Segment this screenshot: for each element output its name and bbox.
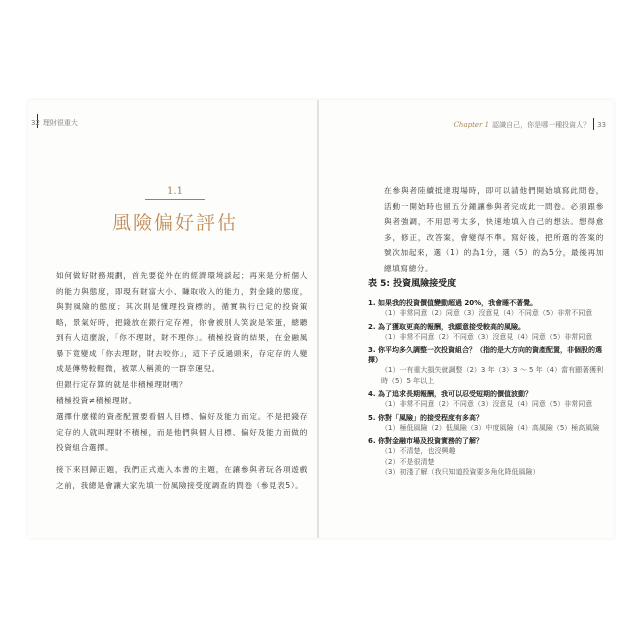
left-page-number: 32 bbox=[31, 119, 40, 127]
question-item: 3. 你平均多久調整一次投資組合？（指的是大方向的資產配置，非個股的選擇） （1）一有重大損失就調整（2）3 年（3）3 ～ 5 年（4）當有顯著獲利時（5）5 年以上 bbox=[368, 346, 604, 385]
left-paragraph-3: 積極投資≠積極理財。 bbox=[56, 396, 137, 405]
question-list bbox=[368, 298, 608, 481]
question-item: 6. 你對金融市場及投資實務的了解？ （1）不清楚，也沒興趣 （2）不是很清楚 （3）初淺了解（我只知道投資要多角化降低風險） bbox=[368, 437, 540, 476]
left-paragraph-5: 接下來回歸正題，我們正式進入本書的主題，在讓參與者玩各項遊戲之前，我總是會讓大家先填一份風險接受度調查的問卷（參見表5）。 bbox=[56, 465, 308, 490]
right-page-number: 33 bbox=[597, 121, 606, 129]
section-title: 風險偏好評估 bbox=[111, 212, 238, 234]
right-running-title: 認識自己，你是哪一種投資人？ bbox=[492, 121, 591, 129]
left-paragraph-4: 選擇什麼樣的資產配置要看個人目標、偏好及能力而定。不是把錢存定存的人就叫理財不積極，而是他們與個人目標、偏好及能力而做的投資組合選擇。 bbox=[56, 412, 308, 452]
section-rule bbox=[145, 199, 205, 200]
chapter-label: Chapter 1 bbox=[453, 121, 490, 129]
book-spine bbox=[317, 100, 319, 538]
right-intro-paragraph: 在參與者陸續抵達現場時，即可以請他們開始填寫此問卷，活動一開始時也留五分鐘讓參與者完成此一問卷。必須跟參與者強調，不用思考太多，快速地填入自己的想法。想得愈多，修正，改答案，會變得不準。寫好後，把所選的答案的號次加起來，選（1）的為1分，選（5）的為5分，最後再加總填寫總分。 bbox=[384, 186, 604, 273]
left-running-title: 理財很重大 bbox=[42, 119, 78, 127]
left-paragraph-2: 但銀行定存算的就是非積極理財嗎？ bbox=[56, 380, 188, 389]
question-item: 4. 為了追求長期報酬，我可以忍受短期的價值波動？ （1）非常不同意（2）不同意（3）沒意見（4）同意（5）非常同意 bbox=[368, 390, 593, 408]
section-number: 1.1 bbox=[167, 186, 183, 197]
question-item: 1. 如果我的投資價值變動超過 20%，我會睡不著覺。 （1）非常同意（2）同意（3）沒意見（4）不同意（5）非常不同意 bbox=[368, 299, 593, 317]
left-page-header bbox=[31, 118, 78, 128]
table-title: 表 5: 投資風險接受度 bbox=[368, 279, 457, 289]
question-item: 5. 你對「風險」的接受程度有多高？ （1）極低風險（2）低風險（3）中度風險（4）高風險（5）極高風險 bbox=[368, 413, 600, 432]
right-page-header bbox=[454, 118, 606, 130]
header-divider bbox=[593, 118, 594, 130]
question-item: 2. 為了獲取更高的報酬，我願意接受較高的風險。 （1）非常不同意（2）不同意（3）沒意見（4）同意（5）非常同意 bbox=[368, 322, 593, 341]
left-paragraph-1: 如何做好財務規劃，首先要從外在的經濟環境談起；再來是分析個人的能力與態度，即現有財富大小、賺取收入的能力，對金錢的態度，與對風險的態度；其次則是懂理投資標的，循實執行已定的投資策略，景氣好時，把錢放在銀行定存裡，你會被別人笑說是笨蛋，總聽到有人這麼說，「你不理財，財不理你」。積極投資的結果，在金融風暴下竟變成「你去理財，財去咬你」，這下子反過頭來，存定存的人變成是傳勢較輕微，被眾人稱羨的一群幸運兒。 bbox=[56, 271, 308, 373]
